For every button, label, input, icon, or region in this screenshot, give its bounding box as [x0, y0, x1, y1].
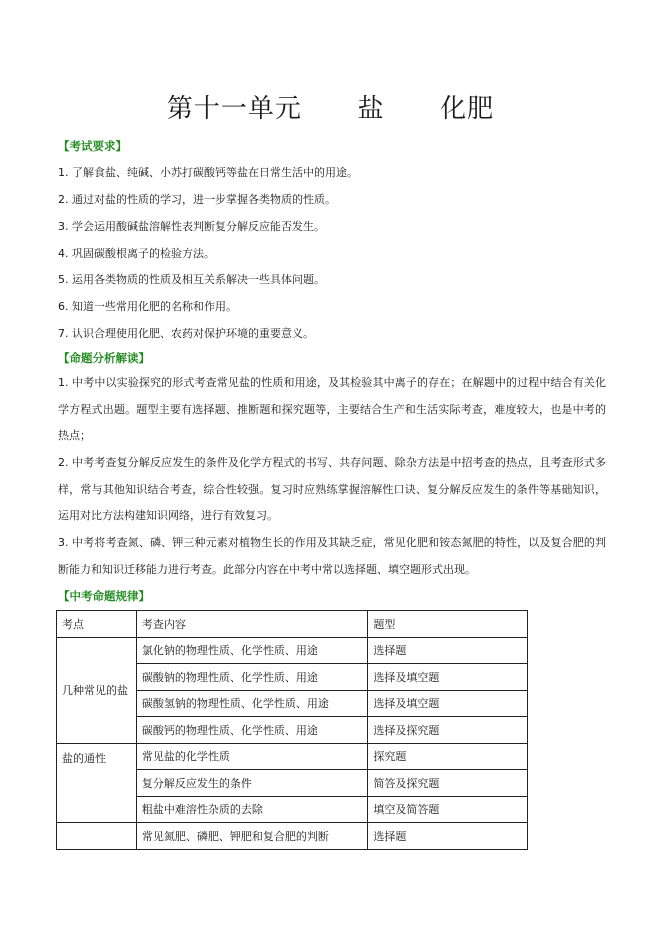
analysis-paragraph: 3. 中考将考查氮、磷、钾三种元素对植物生长的作用及其缺乏症，常见化肥和铵态氮肥的特性，以及复合肥的判断能力和知识迁移能力进行考查。此部分内容在中考中常以选择题、填空题形式出现。 — [58, 536, 606, 576]
type-cell: 选择及填空题 — [368, 664, 528, 691]
header-content: 考查内容 — [136, 611, 367, 638]
type-cell: 选择及填空题 — [368, 690, 528, 717]
content-cell: 粗盐中难溶性杂质的去除 — [136, 796, 367, 823]
requirement-item: 7. 认识合理使用化肥、农药对保护环境的重要意义。 — [58, 327, 314, 340]
analysis-paragraph: 1. 中考中以实验探究的形式考查常见盐的性质和用途，及其检验其中离子的存在；在解题中的过程中结合有关化学方程式出题。题型主要有选择题、推断题和探究题等，主要结合生产和生活实际考查，难度较大，也是中考的热点； — [58, 376, 606, 443]
table-row — [57, 743, 528, 770]
table-row — [57, 637, 528, 664]
analysis-paragraph: 2. 中考考查复分解反应发生的条件及化学方程式的书写、共存问题、除杂方法是中招考查的热点，且考查形式多样，常与其他知识结合考查，综合性较强。复习时应熟练掌握溶解性口诀、复分解反应发生的条件等基础知识，运用对比方法构建知识网络，进行有效复习。 — [58, 456, 606, 523]
type-cell: 选择及探究题 — [368, 717, 528, 744]
header-topic: 考点 — [57, 611, 137, 638]
content-cell: 常见氮肥、磷肥、钾肥和复合肥的判断 — [136, 823, 367, 850]
type-cell: 探究题 — [368, 743, 528, 770]
requirement-item: 2. 通过对盐的性质的学习，进一步掌握各类物质的性质。 — [58, 193, 336, 206]
content-cell: 碳酸氢钠的物理性质、化学性质、用途 — [136, 690, 367, 717]
requirement-item: 3. 学会运用酸碱盐溶解性表判断复分解反应能否发生。 — [58, 220, 325, 233]
header-type: 题型 — [368, 611, 528, 638]
content-cell: 复分解反应发生的条件 — [136, 770, 367, 797]
table-header-row — [57, 611, 528, 638]
content-cell: 碳酸钙的物理性质、化学性质、用途 — [136, 717, 367, 744]
type-cell: 填空及简答题 — [368, 796, 528, 823]
type-cell: 简答及探究题 — [368, 770, 528, 797]
requirement-item: 5. 运用各类物质的性质及相互关系解决一些具体问题。 — [58, 273, 325, 286]
section-heading-rules: 【中考命题规律】 — [58, 589, 150, 603]
topic-cell: 几种常见的盐 — [57, 637, 137, 743]
requirement-item: 1. 了解食盐、纯碱、小苏打碳酸钙等盐在日常生活中的用途。 — [58, 166, 358, 179]
type-cell: 选择题 — [368, 823, 528, 850]
content-cell: 常见盐的化学性质 — [136, 743, 367, 770]
topic-cell — [57, 823, 137, 850]
type-cell: 选择题 — [368, 637, 528, 664]
section-heading-analysis: 【命题分析解读】 — [58, 351, 150, 365]
content-cell: 碳酸钠的物理性质、化学性质、用途 — [136, 664, 367, 691]
topic-cell: 盐的通性 — [57, 743, 137, 823]
content-cell: 氯化钠的物理性质、化学性质、用途 — [136, 637, 367, 664]
page-title: 第十一单元 盐 化肥 — [166, 94, 495, 124]
requirement-item: 4. 巩固碳酸根离子的检验方法。 — [58, 247, 215, 260]
table-row — [57, 823, 528, 850]
requirement-item: 6. 知道一些常用化肥的名称和作用。 — [58, 300, 237, 313]
rules-table — [56, 610, 528, 850]
section-heading-exam-requirements: 【考试要求】 — [58, 139, 127, 153]
